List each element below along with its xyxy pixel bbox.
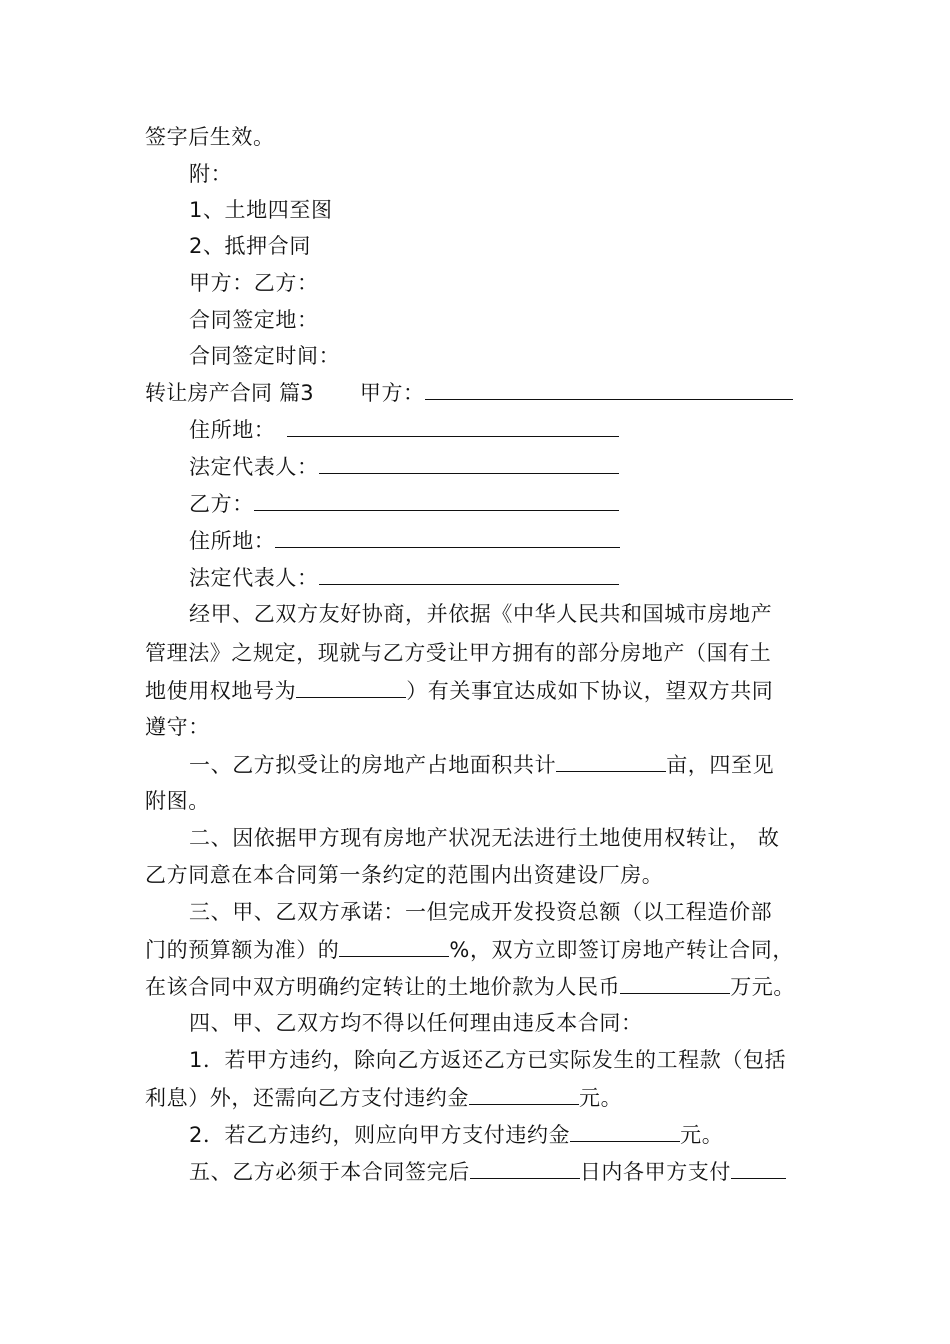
text-line: 遵守： [145,715,210,739]
text-fragment: 地使用权地号为 [145,679,297,703]
legal-rep-label: 法定代表人： [189,455,319,479]
text-line [145,936,810,962]
legal-rep-label: 法定代表人： [189,566,319,590]
fill-in-blank [470,1158,580,1179]
text-line [189,564,854,590]
fill-in-blank [731,1158,786,1179]
text-line: 签字后生效。 [145,125,275,149]
fill-in-blank [275,527,620,548]
text-line: 2、抵押合同 [189,234,311,258]
party-b-label: 乙方： [189,492,254,516]
text-line: 附图。 [145,789,210,813]
text-line: 甲方：乙方： [189,271,319,295]
text-fragment: 一、乙方拟受让的房地产占地面积共计 [189,753,557,777]
text-fragment: 利息）外，还需向乙方支付违约金 [145,1086,469,1110]
text-line [189,1158,854,1184]
address-label: 住所地： [189,529,276,553]
text-line [189,751,854,777]
text-line: 合同签定地： [189,308,319,332]
text-fragment: 门的预算额为准）的 [145,938,340,962]
text-line: 经甲、乙双方友好协商，并依据《中华人民共和国城市房地产 [189,602,773,626]
address-label: 住所地： [189,418,276,442]
text-fragment: 在该合同中双方明确约定转让的土地价款为人民币 [145,975,621,999]
text-line [189,527,854,553]
text-fragment: 五、乙方必须于本合同签完后 [189,1160,470,1184]
text-line: 1．若甲方违约，除向乙方返还乙方已实际发生的工程款（包括 [189,1048,787,1072]
text-line [189,416,854,442]
text-fragment: %，双方立即签订房地产转让合同， [449,938,794,962]
section-heading-line [145,379,810,405]
fill-in-blank [570,1121,680,1142]
section-heading: 转让房产合同 篇3 [145,381,314,405]
fill-in-blank [287,416,619,437]
fill-in-blank [254,490,619,511]
text-line [189,490,854,516]
text-fragment: 元。 [680,1123,724,1147]
text-line: 四、甲、乙双方均不得以任何理由违反本合同： [189,1011,643,1035]
text-fragment: 元。 [579,1086,623,1110]
fill-in-blank [339,936,449,957]
text-line: 附： [189,162,233,186]
fill-in-blank [469,1084,579,1105]
party-a-label: 甲方： [359,381,425,405]
text-line: 合同签定时间： [189,344,341,368]
text-line: 乙方同意在本合同第一条约定的范围内出资建设厂房。 [145,863,664,887]
text-fragment: 2．若乙方违约，则应向甲方支付违约金 [189,1123,571,1147]
fill-in-blank [296,677,406,698]
text-line: 管理法》之规定，现就与乙方受让甲方拥有的部分房地产（国有土 [145,641,772,665]
text-line: 三、甲、乙双方承诺：一但完成开发投资总额（以工程造价部 [189,900,773,924]
fill-in-blank [620,973,730,994]
text-fragment: 万元。 [730,975,796,999]
text-line: 二、因依据甲方现有房地产状况无法进行土地使用权转让， 故 [189,826,780,850]
text-line [189,1121,854,1147]
fill-in-blank [556,751,666,772]
fill-in-blank [319,453,619,474]
text-line [189,453,854,479]
text-line [145,973,810,999]
text-line [145,1084,810,1110]
fill-in-blank [425,379,793,400]
fill-in-blank [319,564,619,585]
text-fragment: 亩，四至见 [666,753,775,777]
text-line [145,677,810,703]
text-fragment: 日内各甲方支付 [579,1160,732,1184]
text-fragment: ）有关事宜达成如下协议，望双方共同 [406,679,774,703]
text-line: 1、土地四至图 [189,198,333,222]
